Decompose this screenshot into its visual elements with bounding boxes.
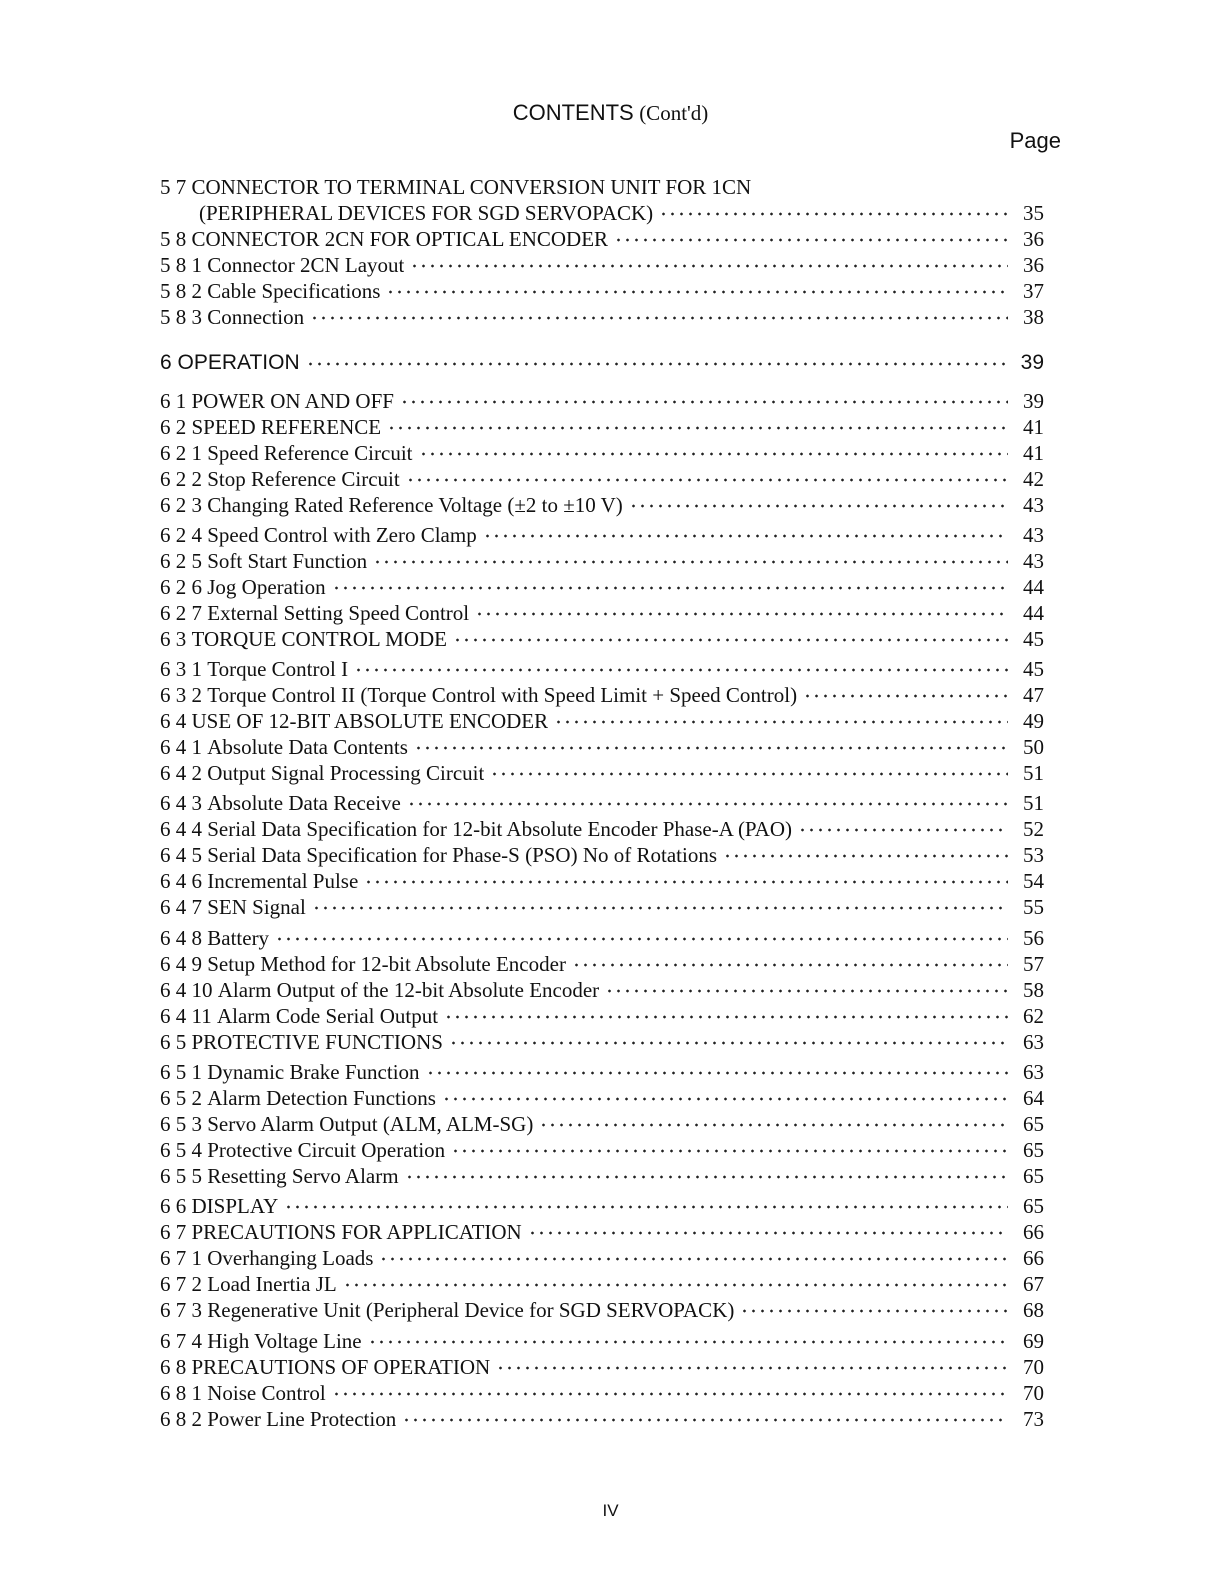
- toc-entry[interactable]: [160, 492, 1044, 518]
- dot-leader: [400, 396, 1008, 408]
- dot-leader: [275, 933, 1008, 945]
- toc-entry-number: 6 5 3: [160, 1112, 208, 1136]
- toc-entry[interactable]: [160, 1380, 1044, 1406]
- dot-leader: [483, 530, 1008, 542]
- toc-entry[interactable]: [160, 1085, 1044, 1111]
- toc-entry[interactable]: [199, 200, 1044, 226]
- dot-leader: [312, 902, 1008, 914]
- dot-leader: [572, 959, 1008, 971]
- page-column-label: Page: [1009, 128, 1061, 153]
- dot-leader: [410, 260, 1008, 272]
- toc-entry[interactable]: [160, 522, 1044, 548]
- dot-leader: [343, 1279, 1008, 1291]
- toc-entry[interactable]: [160, 656, 1044, 682]
- toc-entry[interactable]: [160, 548, 1044, 574]
- toc-entry-number: 5 8 1: [160, 253, 208, 277]
- toc-entry[interactable]: [160, 252, 1044, 278]
- dot-leader: [386, 286, 1008, 298]
- toc-entry-number: 6 4 3: [160, 791, 208, 815]
- toc-entry-page-number: 41: [1023, 441, 1044, 465]
- toc-entry-number: 6: [160, 351, 178, 374]
- toc-entry-page-number: 53: [1023, 843, 1044, 867]
- toc-entry-number: 6 2: [160, 415, 192, 439]
- toc-entry-number: 6 1: [160, 389, 192, 413]
- toc-entry-title: Serial Data Specification for 12-bit Absolute Encoder Phase-A (PAO): [207, 817, 793, 841]
- toc-entry[interactable]: [160, 600, 1044, 626]
- toc-entry-page-number: 69: [1023, 1329, 1044, 1353]
- dot-leader: [444, 1011, 1008, 1023]
- toc-entry-title: PROTECTIVE FUNCTIONS: [191, 1030, 443, 1054]
- toc-entry-page-number: 47: [1023, 683, 1044, 707]
- dot-leader: [419, 448, 1009, 460]
- dot-leader: [614, 234, 1008, 246]
- toc-entry-title: Setup Method for 12-bit Absolute Encoder: [207, 952, 566, 976]
- dot-leader: [451, 1145, 1008, 1157]
- toc-entry-number: 6 4 4: [160, 817, 208, 841]
- toc-entry-number: 6 3 1: [160, 657, 208, 681]
- toc-entry-title: High Voltage Line: [207, 1329, 362, 1353]
- toc-entry-page-number: 44: [1023, 575, 1044, 599]
- dot-leader: [528, 1227, 1008, 1239]
- toc-entry-number: 6 7 1: [160, 1246, 208, 1270]
- toc-entry-title: CONNECTOR TO TERMINAL CONVERSION UNIT FOR 1CN: [191, 175, 752, 199]
- toc-entry-page-number: 65: [1023, 1194, 1044, 1218]
- dot-leader: [387, 422, 1008, 434]
- toc-entry-title: Changing Rated Reference Voltage (±2 to ±10 V): [207, 493, 623, 517]
- toc-entry[interactable]: [160, 1111, 1044, 1137]
- toc-entry-page-number: 35: [1023, 201, 1044, 225]
- toc-entry-title: External Setting Speed Control: [207, 601, 470, 625]
- toc-entry[interactable]: [160, 1406, 1044, 1432]
- toc-entry-page-number: 65: [1023, 1164, 1044, 1188]
- toc-entry-page-number: 44: [1023, 601, 1044, 625]
- toc-entry-title: Alarm Detection Functions: [207, 1086, 436, 1110]
- dot-leader: [442, 1093, 1008, 1105]
- toc-entry-number: 6 3 2: [160, 683, 208, 707]
- dot-leader: [449, 1037, 1008, 1049]
- toc-entry[interactable]: [160, 1297, 1044, 1323]
- toc-entry[interactable]: [160, 1029, 1044, 1055]
- toc-entry-number: 6 2 5: [160, 549, 208, 573]
- toc-entry-title: Battery: [207, 926, 270, 950]
- toc-entry-title: Noise Control: [207, 1381, 326, 1405]
- toc-entry-page-number: 36: [1023, 253, 1044, 277]
- dot-leader: [475, 608, 1008, 620]
- toc-entry-page-number: 62: [1023, 1004, 1044, 1028]
- toc-entry-title: Incremental Pulse: [207, 869, 359, 893]
- toc-entry[interactable]: [160, 1219, 1044, 1245]
- dot-leader: [605, 985, 1008, 997]
- toc-entry[interactable]: [160, 1245, 1044, 1271]
- toc-entry-title: PRECAUTIONS OF OPERATION: [191, 1355, 491, 1379]
- toc-entry-title: Servo Alarm Output (ALM, ALM-SG): [207, 1112, 534, 1136]
- toc-entry[interactable]: [160, 278, 1044, 304]
- toc-entry-title: Regenerative Unit (Peripheral Device for SGD SERVOPACK): [207, 1298, 735, 1322]
- dot-leader: [354, 664, 1008, 676]
- toc-entry-number: 6 7 3: [160, 1298, 208, 1322]
- toc-entry-title: Protective Circuit Operation: [207, 1138, 446, 1162]
- toc-entry-number: 6 8: [160, 1355, 192, 1379]
- toc-entry-page-number: 49: [1023, 709, 1044, 733]
- dot-leader: [332, 1388, 1008, 1400]
- toc-entry-number: 5 8: [160, 227, 192, 251]
- toc-entry-page-number: 50: [1023, 735, 1044, 759]
- toc-entry-page-number: 70: [1023, 1355, 1044, 1379]
- toc-entry-title: USE OF 12-BIT ABSOLUTE ENCODER: [191, 709, 549, 733]
- toc-entry-number: 6 4 6: [160, 869, 208, 893]
- contents-continued-label: (Cont'd): [639, 101, 709, 125]
- dot-leader: [496, 1362, 1008, 1374]
- toc-entry[interactable]: [160, 925, 1044, 951]
- toc-entry-title: (PERIPHERAL DEVICES FOR SGD SERVOPACK): [199, 201, 654, 225]
- toc-entry[interactable]: [160, 388, 1044, 414]
- dot-leader: [629, 500, 1008, 512]
- toc-entry-page-number: 67: [1023, 1272, 1044, 1296]
- dot-leader: [453, 634, 1008, 646]
- toc-entry[interactable]: [160, 1328, 1044, 1354]
- toc-entry-page-number: 39: [1020, 351, 1044, 374]
- toc-entry[interactable]: [160, 626, 1044, 652]
- toc-entry[interactable]: [160, 414, 1044, 440]
- toc-entry[interactable]: [160, 1163, 1044, 1189]
- toc-entry-page-number: 70: [1023, 1381, 1044, 1405]
- toc-entry[interactable]: [160, 350, 1044, 376]
- toc-entry-title: Serial Data Specification for Phase-S (PSO) No of Rotations: [207, 843, 717, 867]
- toc-entry[interactable]: [160, 816, 1044, 842]
- toc-entry-page-number: 42: [1023, 467, 1044, 491]
- toc-entry-number: 6 4 2: [160, 761, 208, 785]
- toc-entry-page-number: 45: [1023, 657, 1044, 681]
- toc-entry-page-number: 68: [1023, 1298, 1044, 1322]
- toc-entry[interactable]: [160, 574, 1044, 600]
- toc-entry-page-number: 65: [1023, 1112, 1044, 1136]
- dot-leader: [373, 556, 1008, 568]
- toc-entry[interactable]: [160, 734, 1044, 760]
- toc-entry-page-number: 57: [1023, 952, 1044, 976]
- contents-title: CONTENTS: [512, 100, 634, 125]
- dot-leader: [406, 474, 1008, 486]
- toc-entry-page-number: 43: [1023, 549, 1044, 573]
- toc-entry[interactable]: [160, 1193, 1044, 1219]
- toc-entry[interactable]: [160, 304, 1044, 330]
- toc-entry-page-number: 37: [1023, 279, 1044, 303]
- toc-entry-page-number: 66: [1023, 1220, 1044, 1244]
- toc-entry-title: Speed Reference Circuit: [207, 441, 413, 465]
- toc-entry-title: Absolute Data Receive: [207, 791, 401, 815]
- toc-entry-number: 6 4: [160, 709, 192, 733]
- toc-entry-page-number: 58: [1023, 978, 1044, 1002]
- toc-entry-number: 6 8 1: [160, 1381, 208, 1405]
- toc-entry[interactable]: [160, 440, 1044, 466]
- toc-entry-title: Resetting Servo Alarm: [207, 1164, 399, 1188]
- dot-leader: [364, 876, 1008, 888]
- dot-leader: [426, 1067, 1008, 1079]
- page-number-footer: IV: [602, 1501, 619, 1520]
- toc-entry-number: 6 5 5: [160, 1164, 208, 1188]
- toc-entry-page-number: 41: [1023, 415, 1044, 439]
- toc-entry-number: 6 7 4: [160, 1329, 208, 1353]
- toc-entry-title: Overhanging Loads: [207, 1246, 374, 1270]
- toc-entry-page-number: 36: [1023, 227, 1044, 251]
- toc-entry-page-number: 66: [1023, 1246, 1044, 1270]
- toc-entry[interactable]: [160, 790, 1044, 816]
- toc-entry-title: Absolute Data Contents: [207, 735, 408, 759]
- toc-entry-page-number: 56: [1023, 926, 1044, 950]
- toc-entry[interactable]: [160, 1354, 1044, 1380]
- dot-leader: [402, 1414, 1008, 1426]
- dot-leader: [490, 768, 1008, 780]
- toc-entry[interactable]: [160, 977, 1044, 1003]
- toc-entry-title: Load Inertia JL: [207, 1272, 337, 1296]
- toc-entry-page-number: 64: [1023, 1086, 1044, 1110]
- toc-entry-page-number: 73: [1023, 1407, 1044, 1431]
- toc-entry-title: OPERATION: [177, 351, 300, 374]
- toc-entry-page-number: 51: [1023, 791, 1044, 815]
- dot-leader: [659, 208, 1008, 220]
- toc-entry-number: 5 8 2: [160, 279, 208, 303]
- dot-leader: [284, 1201, 1008, 1213]
- toc-entry-page-number: 51: [1023, 761, 1044, 785]
- toc-entry-title: SPEED REFERENCE: [191, 415, 382, 439]
- toc-entry[interactable]: [160, 226, 1044, 252]
- toc-entry-number: 6 4 9: [160, 952, 208, 976]
- toc-entry[interactable]: [160, 1271, 1044, 1297]
- toc-entry-title: Alarm Code Serial Output: [216, 1004, 439, 1028]
- dot-leader: [306, 358, 1008, 370]
- toc-entry-title: Alarm Output of the 12-bit Absolute Encoder: [217, 978, 600, 1002]
- toc-entry-title: DISPLAY: [191, 1194, 279, 1218]
- toc-entry-number: 5 8 3: [160, 305, 208, 329]
- toc-entry-number: 6 2 6: [160, 575, 208, 599]
- toc-entry-title: Jog Operation: [207, 575, 326, 599]
- dot-leader: [379, 1253, 1008, 1265]
- dot-leader: [310, 312, 1008, 324]
- toc-entry-number: 6 4 11: [160, 1004, 217, 1028]
- toc-entry-number: 6 5 2: [160, 1086, 208, 1110]
- toc-entry-number: 6 4 5: [160, 843, 208, 867]
- toc-entry-number: 5 7: [160, 175, 192, 199]
- toc-entry-title: TORQUE CONTROL MODE: [191, 627, 447, 651]
- toc-entry[interactable]: [160, 1059, 1044, 1085]
- toc-entry-number: 6 4 8: [160, 926, 208, 950]
- dot-leader: [803, 690, 1008, 702]
- toc-entry-number: 6 6: [160, 1194, 192, 1218]
- dot-leader: [723, 850, 1008, 862]
- toc-entry-number: 6 5: [160, 1030, 192, 1054]
- toc-entry-title: Torque Control I: [207, 657, 349, 681]
- toc-entry-title: Output Signal Processing Circuit: [207, 761, 485, 785]
- toc-entry-page-number: 45: [1023, 627, 1044, 651]
- toc-entry-number: 6 3: [160, 627, 192, 651]
- toc-entry-number: 6 2 3: [160, 493, 208, 517]
- toc-entry-page-number: 63: [1023, 1060, 1044, 1084]
- toc-entry-page-number: 55: [1023, 895, 1044, 919]
- toc-entry[interactable]: [160, 708, 1044, 734]
- dot-leader: [554, 716, 1008, 728]
- dot-leader: [539, 1119, 1008, 1131]
- toc-entry[interactable]: [160, 174, 1044, 200]
- toc-entry-title: PRECAUTIONS FOR APPLICATION: [191, 1220, 522, 1244]
- toc-entry-page-number: 43: [1023, 523, 1044, 547]
- toc-entry[interactable]: [160, 842, 1044, 868]
- toc-entry-title: Stop Reference Circuit: [207, 467, 400, 491]
- toc-entry[interactable]: [160, 760, 1044, 786]
- toc-entry-page-number: 43: [1023, 493, 1044, 517]
- toc-entry-number: 6 7: [160, 1220, 192, 1244]
- toc-entry-number: 6 2 2: [160, 467, 208, 491]
- toc-entry-title: Power Line Protection: [207, 1407, 397, 1431]
- dot-leader: [407, 798, 1008, 810]
- toc-entry-page-number: 52: [1023, 817, 1044, 841]
- toc-entry-number: 6 2 7: [160, 601, 208, 625]
- toc-entry[interactable]: [160, 466, 1044, 492]
- toc-entry-number: 6 4 10: [160, 978, 218, 1002]
- toc-entry-title: Connection: [207, 305, 305, 329]
- toc-entry-number: 6 4 7: [160, 895, 208, 919]
- toc-entry-title: SEN Signal: [207, 895, 306, 919]
- toc-entry[interactable]: [160, 1137, 1044, 1163]
- dot-leader: [368, 1336, 1008, 1348]
- toc-entry[interactable]: [160, 1003, 1044, 1029]
- toc-entry-number: 6 2 1: [160, 441, 208, 465]
- toc-entry-title: POWER ON AND OFF: [191, 389, 394, 413]
- toc-entry-title: Torque Control II (Torque Control with Speed Limit + Speed Control): [207, 683, 798, 707]
- dot-leader: [405, 1171, 1008, 1183]
- toc-entry[interactable]: [160, 868, 1044, 894]
- toc-entry-number: 6 7 2: [160, 1272, 208, 1296]
- toc-entry-number: 6 5 1: [160, 1060, 208, 1084]
- toc-entry-page-number: 65: [1023, 1138, 1044, 1162]
- toc-entry-page-number: 54: [1023, 869, 1044, 893]
- toc-entry-title: Dynamic Brake Function: [207, 1060, 420, 1084]
- toc-entry-title: Soft Start Function: [207, 549, 368, 573]
- toc-entry[interactable]: [160, 951, 1044, 977]
- dot-leader: [740, 1305, 1008, 1317]
- toc-entry-page-number: 63: [1023, 1030, 1044, 1054]
- toc-entry-number: 6 8 2: [160, 1407, 208, 1431]
- toc-entry-title: Speed Control with Zero Clamp: [207, 523, 477, 547]
- toc-entry[interactable]: [160, 682, 1044, 708]
- toc-entry-title: Cable Specifications: [207, 279, 381, 303]
- toc-entry-title: CONNECTOR 2CN FOR OPTICAL ENCODER: [191, 227, 609, 251]
- toc-entry-number: 6 5 4: [160, 1138, 208, 1162]
- toc-entry-page-number: 39: [1023, 389, 1044, 413]
- toc-entry-title: Connector 2CN Layout: [207, 253, 405, 277]
- dot-leader: [332, 582, 1008, 594]
- toc-entry[interactable]: [160, 894, 1044, 920]
- dot-leader: [414, 742, 1008, 754]
- toc-entry-page-number: 38: [1023, 305, 1044, 329]
- dot-leader: [798, 824, 1008, 836]
- toc-entry-number: 6 2 4: [160, 523, 208, 547]
- toc-entry-number: 6 4 1: [160, 735, 208, 759]
